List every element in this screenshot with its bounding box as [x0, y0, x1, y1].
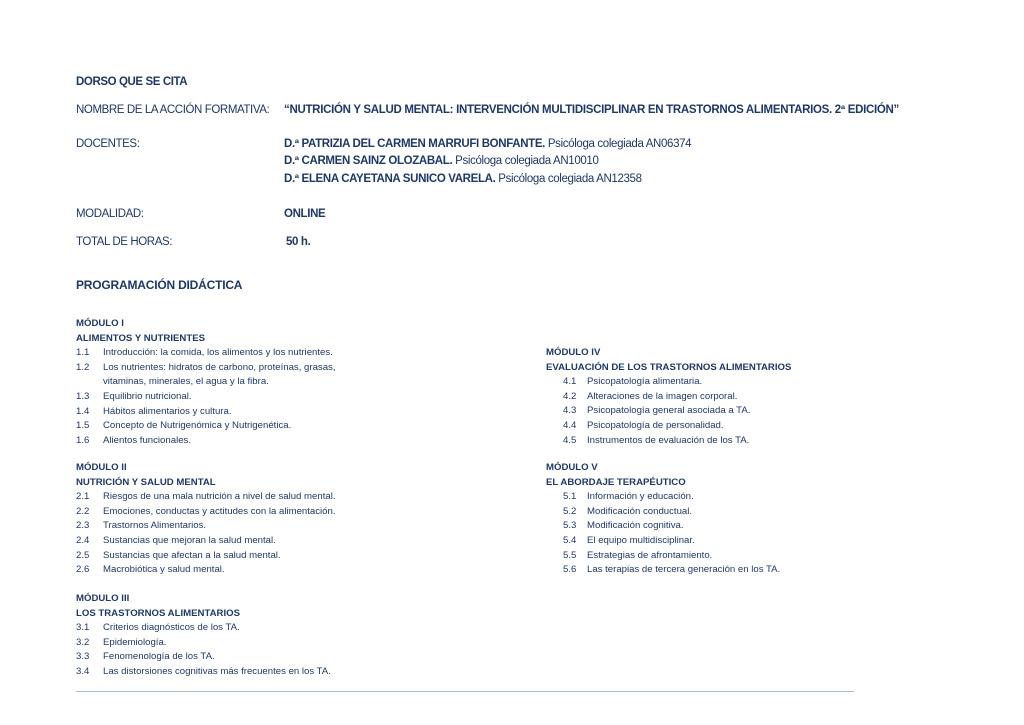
module-item-number: 2.6: [76, 564, 90, 576]
module-item-text: Información y educación.: [587, 491, 694, 503]
module-item-number: 5.3: [563, 520, 577, 532]
module-item-number: 4.1: [563, 376, 577, 388]
module-item: [76, 563, 336, 578]
module-item-number: 4.5: [563, 434, 577, 446]
total-horas-value-text: 50 h.: [286, 236, 311, 248]
module-item: [546, 549, 780, 564]
docentes-label: DOCENTES:: [76, 138, 140, 150]
module-5: [546, 461, 780, 578]
module-item: [546, 505, 780, 520]
module-item-text: Criterios diagnósticos de los TA.: [103, 622, 240, 634]
module-item: [546, 534, 780, 549]
module-item-text: Introducción: la comida, los alimentos y los nutrientes.: [103, 347, 333, 359]
accion-formativa-value: “NUTRICIÓN Y SALUD MENTAL: INTERVENCIÓN MULTIDISCIPLINAR EN TRASTORNOS ALIMENTARIOS. 2ª EDICIÓN”: [284, 104, 900, 116]
module-item-number: 2.1: [76, 491, 90, 503]
docente-3-role: Psicóloga colegiada AN12358: [495, 173, 642, 185]
module-item: [76, 361, 336, 376]
module-item-number: 4.2: [563, 390, 577, 402]
module-item-number: 1.5: [76, 420, 90, 432]
module-title: ALIMENTOS Y NUTRIENTES: [76, 332, 206, 344]
module-item-text: Instrumentos de evaluación de los TA.: [587, 434, 750, 446]
module-item-text: Psicopatología de personalidad.: [587, 419, 724, 431]
module-item: [76, 434, 336, 449]
module-item: [76, 505, 336, 520]
module-item-text: Modificación conductual.: [587, 505, 693, 517]
module-item: [546, 434, 791, 449]
module-item: [76, 390, 336, 405]
module-item-number: 5.4: [563, 534, 577, 546]
module-item-number: 4.3: [563, 405, 577, 417]
module-1: [76, 317, 336, 448]
module-item: [76, 419, 336, 434]
module-item-text: vitaminas, minerales, el agua y la fibra.: [103, 376, 269, 388]
module-item-text: Estrategias de afrontamiento.: [587, 549, 713, 561]
module-item: [76, 534, 336, 549]
module-item-text: Trastornos Alimentarios.: [103, 520, 207, 532]
module-4: [546, 346, 791, 448]
module-number: MÓDULO V: [546, 462, 598, 473]
module-item-number: 1.2: [76, 361, 90, 373]
module-item-number: 4.4: [563, 419, 577, 431]
module-item-text: Fenomenología de los TA.: [103, 651, 215, 663]
docente-1-role: Psicóloga colegiada AN06374: [545, 138, 692, 150]
module-item-text: Psicopatología general asociada a TA.: [587, 405, 751, 417]
docente-1-name: D.ª PATRIZIA DEL CARMEN MARRUFI BONFANTE.: [284, 138, 545, 150]
module-item-text: Los nutrientes: hidratos de carbono, proteínas, grasas,: [103, 361, 336, 373]
docente-2: [284, 155, 599, 167]
module-item-number: 2.2: [76, 505, 90, 517]
module-3: [76, 592, 331, 680]
module-item-text: Las distorsiones cognitivas más frecuentes en los TA.: [103, 665, 331, 677]
module-item-text: El equipo multidisciplinar.: [587, 534, 695, 546]
module-item-number: 3.2: [76, 636, 90, 648]
module-item-text: Las terapias de tercera generación en los TA.: [587, 564, 781, 576]
module-item-text: Sustancias que afectan a la salud mental.: [103, 549, 281, 561]
module-item-number: 2.3: [76, 520, 90, 532]
accion-formativa-label: NOMBRE DE LA ACCIÓN FORMATIVA:: [76, 104, 270, 116]
module-item-number: 5.1: [563, 491, 577, 503]
module-item-number: 1.3: [76, 390, 90, 402]
module-item: [546, 404, 791, 419]
docente-3: [284, 173, 642, 185]
footer-divider: [76, 691, 854, 692]
module-item-number: 2.5: [76, 549, 90, 561]
module-item-number: 5.6: [563, 564, 577, 576]
module-item: [76, 549, 336, 564]
module-title: EL ABORDAJE TERAPÉUTICO: [546, 476, 686, 488]
docente-3-name: D.ª ELENA CAYETANA SUNICO VARELA.: [284, 173, 496, 185]
module-item-number: 1.4: [76, 405, 90, 417]
module-item-text: Macrobiótica y salud mental.: [103, 564, 225, 576]
docente-2-name: D.ª CARMEN SAINZ OLOZABAL.: [284, 155, 453, 167]
module-item: [76, 405, 336, 420]
module-item-number: [76, 375, 103, 390]
module-item: [546, 519, 780, 534]
module-item-text: Alteraciones de la imagen corporal.: [587, 390, 738, 402]
module-item-text: Modificación cognitiva.: [587, 520, 684, 532]
module-item: [546, 490, 780, 505]
module-item-number: 2.4: [76, 534, 90, 546]
module-number: MÓDULO III: [76, 593, 130, 604]
module-item-text: Psicopatología alimentaria.: [587, 376, 703, 388]
module-item-number: 1.6: [76, 434, 90, 446]
module-item: [546, 390, 791, 405]
module-number: MÓDULO I: [76, 318, 124, 329]
module-item: [76, 636, 331, 651]
modalidad-value: [284, 208, 325, 220]
module-item: [76, 375, 336, 390]
programacion-title: PROGRAMACIÓN DIDÁCTICA: [76, 278, 243, 292]
module-item: [76, 621, 331, 636]
module-2: [76, 461, 336, 578]
module-item-number: 3.4: [76, 665, 90, 677]
dorso-heading: DORSO QUE SE CITA: [76, 76, 188, 88]
module-item: [76, 650, 331, 665]
module-item-number: 3.3: [76, 651, 90, 663]
module-item-text: Epidemiología.: [103, 636, 167, 648]
module-item-text: Alientos funcionales.: [103, 434, 191, 446]
module-title: EVALUACIÓN DE LOS TRASTORNOS ALIMENTARIOS: [546, 361, 792, 373]
module-item-text: Hábitos alimentarios y cultura.: [103, 405, 232, 417]
module-item-number: 5.2: [563, 505, 577, 517]
docente-2-role: Psicóloga colegiada AN10010: [452, 155, 599, 167]
module-item: [76, 490, 336, 505]
module-item-text: Riesgos de una mala nutrición a nivel de salud mental.: [103, 491, 336, 503]
docente-1: [284, 138, 691, 150]
module-item: [76, 346, 336, 361]
module-item-number: 5.5: [563, 549, 577, 561]
total-horas-value: [286, 236, 310, 248]
module-item: [76, 665, 331, 680]
module-item-number: 1.1: [76, 347, 90, 359]
module-item: [546, 375, 791, 390]
module-item: [546, 563, 780, 578]
module-number: MÓDULO IV: [546, 347, 601, 358]
module-title: NUTRICIÓN Y SALUD MENTAL: [76, 476, 216, 488]
module-item-text: Sustancias que mejoran la salud mental.: [103, 534, 276, 546]
module-item: [76, 519, 336, 534]
total-horas-label: TOTAL DE HORAS:: [76, 236, 173, 248]
modalidad-label: MODALIDAD:: [76, 208, 144, 220]
module-number: MÓDULO II: [76, 462, 127, 473]
module-item-text: Concepto de Nutrigenómica y Nutrigenética.: [103, 420, 292, 432]
module-item-text: Equilibrio nutricional.: [103, 390, 192, 402]
module-title: LOS TRASTORNOS ALIMENTARIOS: [76, 607, 240, 619]
module-item-text: Emociones, conductas y actitudes con la alimentación.: [103, 505, 336, 517]
modalidad-value-text: ONLINE: [284, 208, 326, 220]
module-item: [546, 419, 791, 434]
module-item-number: 3.1: [76, 622, 90, 634]
